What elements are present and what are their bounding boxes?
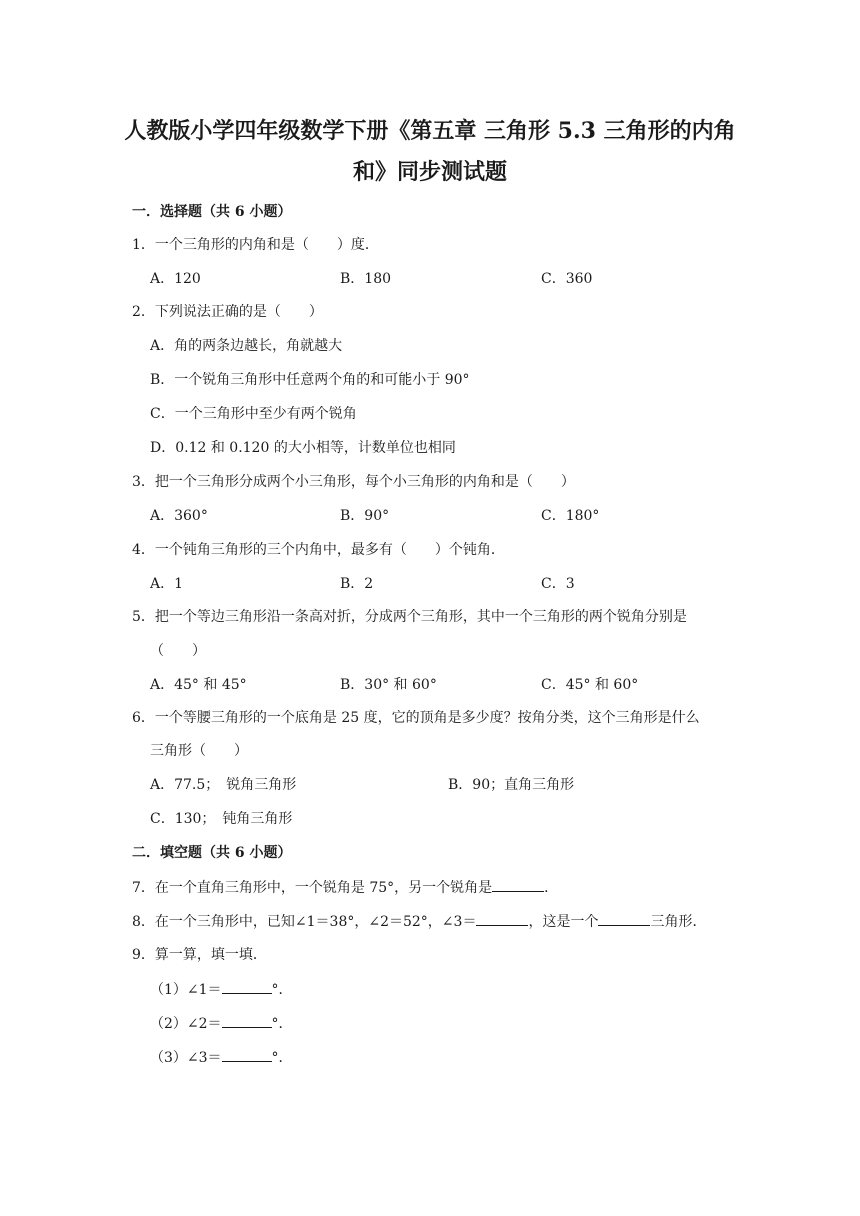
question-9-part-3 xyxy=(150,1047,293,1068)
answer-blank[interactable] xyxy=(222,1047,272,1062)
question-1-option-a: A．120 xyxy=(150,271,201,287)
question-3-stem: 3．把一个三角形分成两个小三角形，每个小三角形的内角和是（ ） xyxy=(132,474,575,490)
question-9-part-3-label: （3）∠3＝ xyxy=(150,1050,222,1066)
question-2-stem: 2．下列说法正确的是（ ） xyxy=(132,304,323,320)
question-1-stem: 1．一个三角形的内角和是（ ）度． xyxy=(132,237,379,253)
question-2-option-c: C．一个三角形中至少有两个锐角 xyxy=(150,406,357,422)
question-9-part-2-label: （2）∠2＝ xyxy=(150,1016,222,1032)
question-3-option-a: A．360° xyxy=(150,508,208,524)
question-3-option-c: C．180° xyxy=(541,508,600,524)
question-2-option-a: A．角的两条边越长，角就越大 xyxy=(150,338,343,354)
question-1-option-c: C．360 xyxy=(541,271,593,287)
question-5-stem: 5．把一个等边三角形沿一条高对折，分成两个三角形，其中一个三角形的两个锐角分别是 xyxy=(132,609,687,625)
question-5-stem-continued: （ ） xyxy=(150,643,206,659)
question-6-option-a: A．77.5； 锐角三角形 xyxy=(150,777,297,793)
question-8-text: 8．在一个三角形中，已知∠1＝38°，∠2＝52°，∠3＝ xyxy=(132,914,477,930)
question-7 xyxy=(132,877,558,898)
question-5-option-c: C．45° 和 60° xyxy=(541,677,639,693)
question-1-option-b: B．180 xyxy=(340,271,392,287)
degree-suffix: °． xyxy=(271,1050,293,1066)
section-heading-choice: 一．选择题（共 6 小题） xyxy=(132,204,292,220)
degree-suffix: °． xyxy=(271,982,293,998)
question-4-option-a: A．1 xyxy=(150,576,184,592)
question-2-option-b: B．一个锐角三角形中任意两个角的和可能小于 90° xyxy=(150,372,470,388)
question-3-option-b: B．90° xyxy=(340,508,390,524)
question-9-stem: 9．算一算，填一填． xyxy=(132,947,267,963)
section-heading-fill-blank: 二．填空题（共 6 小题） xyxy=(132,845,292,861)
question-8-end: 三角形． xyxy=(650,914,707,930)
question-2-option-d: D．0.12 和 0.120 的大小相等，计数单位也相同 xyxy=(150,440,456,456)
question-4-option-b: B．2 xyxy=(340,576,374,592)
question-4-stem: 4．一个钝角三角形的三个内角中，最多有（ ）个钝角． xyxy=(132,542,505,558)
question-6-option-c: C．130； 钝角三角形 xyxy=(150,811,293,827)
document-title-line-2: 和》同步测试题 xyxy=(352,159,507,185)
answer-blank[interactable] xyxy=(476,911,528,926)
question-6-option-b: B．90；直角三角形 xyxy=(448,777,575,793)
question-6-stem: 6．一个等腰三角形的一个底角是 25 度，它的顶角是多少度？按角分类，这个三角形是什么 xyxy=(132,710,700,726)
question-7-end: ． xyxy=(544,880,559,896)
question-9-part-1 xyxy=(150,979,293,1000)
question-5-option-a: A．45° 和 45° xyxy=(150,677,247,693)
document-title-line-1: 人教版小学四年级数学下册《第五章 三角形 5.3 三角形的内角 xyxy=(124,118,736,144)
question-8 xyxy=(132,911,706,932)
question-7-text: 7．在一个直角三角形中，一个锐角是 75°，另一个锐角是 xyxy=(132,880,493,896)
answer-blank[interactable] xyxy=(598,911,650,926)
answer-blank[interactable] xyxy=(222,979,272,994)
answer-blank[interactable] xyxy=(222,1013,272,1028)
question-8-middle: ，这是一个 xyxy=(528,914,599,930)
question-6-stem-continued: 三角形（ ） xyxy=(150,743,248,759)
degree-suffix: °． xyxy=(271,1016,293,1032)
question-9-part-1-label: （1）∠1＝ xyxy=(150,982,222,998)
question-4-option-c: C．3 xyxy=(541,576,575,592)
question-5-option-b: B．30° 和 60° xyxy=(340,677,437,693)
answer-blank[interactable] xyxy=(492,877,544,892)
question-9-part-2 xyxy=(150,1013,293,1034)
